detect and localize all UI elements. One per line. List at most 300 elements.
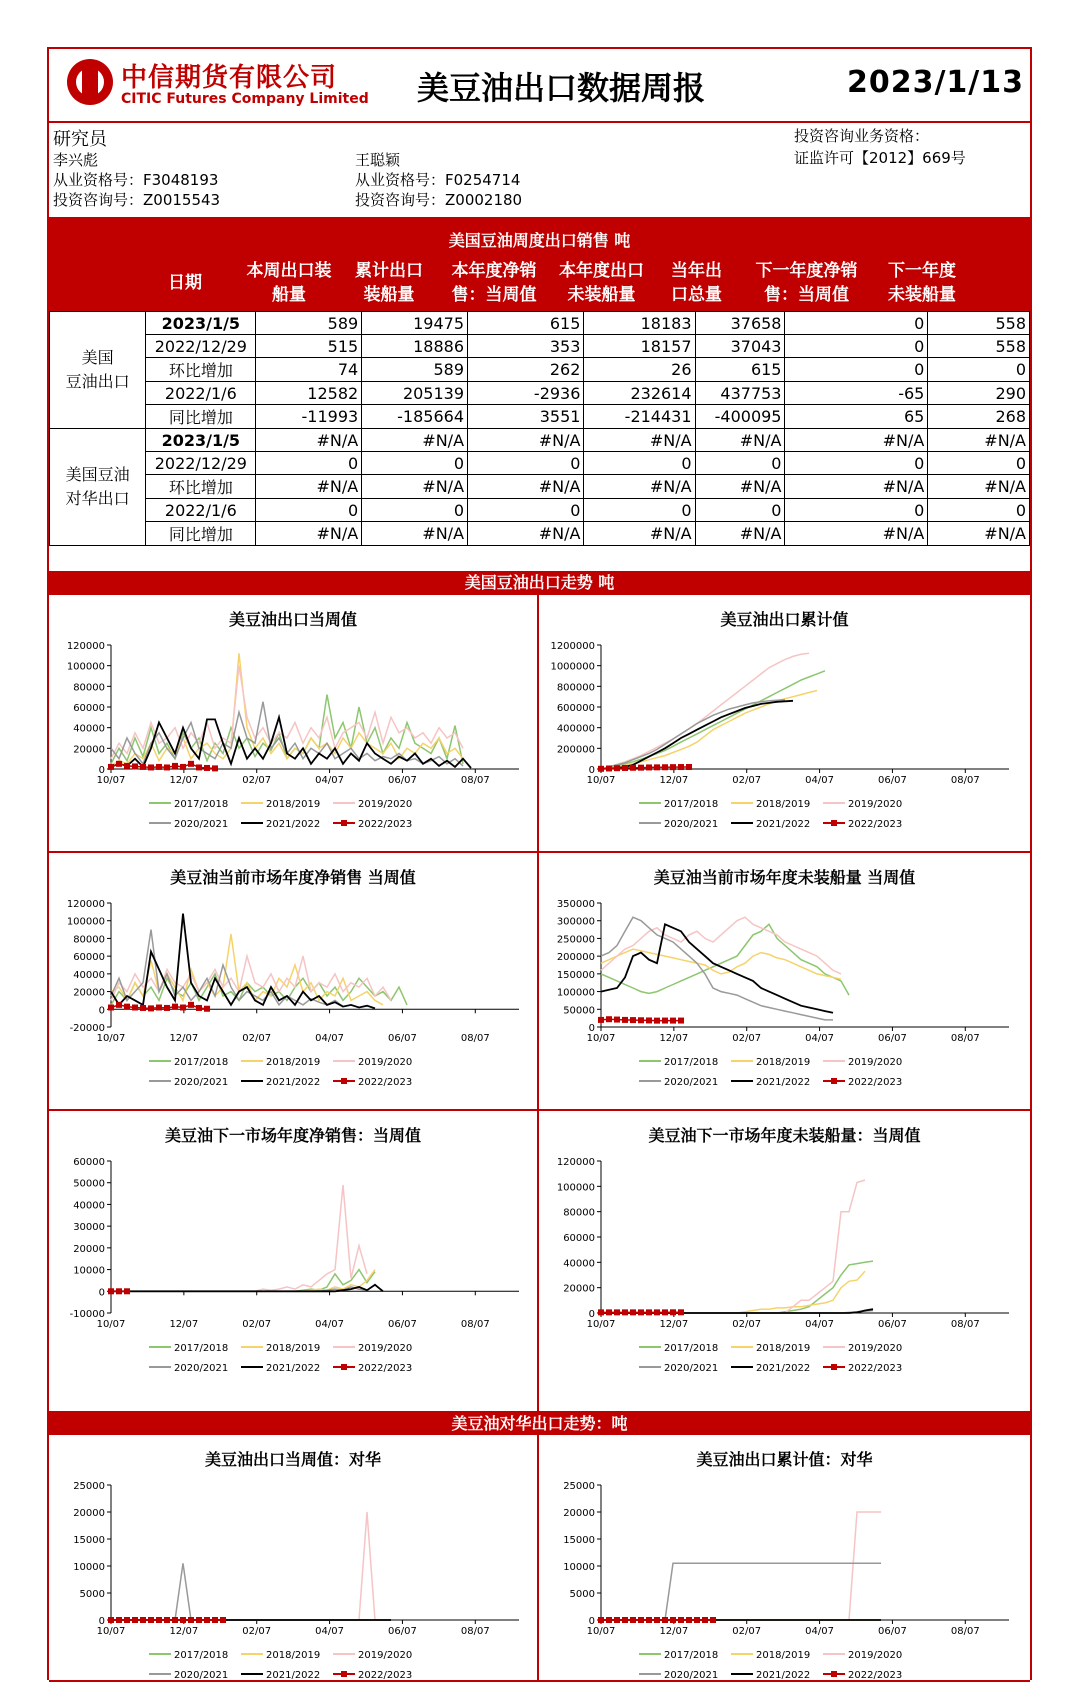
series-point: [670, 1018, 676, 1024]
table-cell: 12582: [256, 382, 362, 405]
series-point: [646, 1017, 652, 1023]
x-tick-label: 08/07: [951, 1319, 980, 1330]
series-point: [140, 1617, 146, 1623]
series-point: [164, 1617, 170, 1623]
series-point: [204, 765, 210, 771]
x-tick-label: 10/07: [97, 775, 126, 786]
table-row: [50, 358, 1030, 382]
table-cell: 353: [468, 335, 584, 358]
x-tick-label: 10/07: [97, 1033, 126, 1044]
table-cell: #N/A: [362, 429, 468, 452]
table-cell: 0: [785, 335, 928, 358]
x-tick-label: 10/07: [587, 1033, 616, 1044]
y-tick-label: 10000: [73, 1562, 105, 1573]
y-tick-label: 150000: [557, 970, 595, 981]
x-tick-label: 12/07: [169, 1626, 198, 1637]
series-point: [662, 1617, 668, 1623]
table-row-label: 2022/12/29: [146, 335, 256, 358]
table-cell: -65: [785, 382, 928, 405]
table-cell: 0: [468, 452, 584, 475]
series-point: [116, 761, 122, 767]
series-point: [678, 764, 684, 770]
legend-label: 2020/2021: [664, 1077, 718, 1088]
legend-label: 2017/2018: [174, 1057, 228, 1068]
legend-label: 2021/2022: [266, 1363, 320, 1374]
legend-label: 2021/2022: [266, 819, 320, 830]
series-point: [638, 1017, 644, 1023]
series-point: [606, 1309, 612, 1315]
table-cell: 0: [256, 499, 362, 522]
chart-title: 美豆油出口当周值：对华: [49, 1447, 537, 1470]
table-cell: 558: [928, 335, 1030, 358]
section2-band: 美豆油对华出口走势：吨: [49, 1413, 1030, 1435]
legend-marker: [831, 1364, 837, 1370]
legend-label: 2018/2019: [266, 1650, 320, 1661]
table-cell: 589: [362, 358, 468, 382]
table-row: [50, 335, 1030, 358]
table-header-3: 本年度净销 售：当周值: [439, 259, 549, 307]
series-point: [606, 1617, 612, 1623]
table-cell: #N/A: [785, 522, 928, 546]
series-line-2017-2018: [111, 1270, 375, 1292]
legend-label: 2020/2021: [664, 819, 718, 830]
series-point: [196, 1617, 202, 1623]
series-point: [108, 1005, 114, 1011]
table-group-label: 美国 豆油出口: [50, 312, 146, 429]
legend-label: 2022/2023: [358, 1363, 412, 1374]
series-point: [686, 764, 692, 770]
x-tick-label: 10/07: [97, 1626, 126, 1637]
table-row-label: 同比增加: [146, 405, 256, 429]
x-tick-label: 12/07: [169, 1033, 198, 1044]
series-line-2021-2022: [601, 701, 793, 769]
chart-panel: [49, 595, 539, 853]
y-tick-label: 100000: [557, 1182, 595, 1193]
chart-title: 美豆油下一市场年度净销售：当周值: [49, 1123, 537, 1146]
legend-marker: [831, 820, 837, 826]
series-point: [108, 1617, 114, 1623]
y-tick-label: 600000: [557, 703, 595, 714]
x-tick-label: 12/07: [169, 775, 198, 786]
y-tick-label: 120000: [67, 899, 105, 910]
table-row: [50, 522, 1030, 546]
y-tick-label: 50000: [563, 1005, 595, 1016]
series-point: [702, 1617, 708, 1623]
analyst2-name: 王聪颖: [355, 149, 400, 170]
legend-label: 2017/2018: [174, 1650, 228, 1661]
table-cell: -400095: [695, 405, 785, 429]
series-point: [638, 765, 644, 771]
y-tick-label: 200000: [557, 952, 595, 963]
section1-band: 美国豆油出口走势 吨: [49, 571, 1030, 595]
series-point: [614, 1017, 620, 1023]
table-cell: #N/A: [256, 522, 362, 546]
series-point: [156, 1005, 162, 1011]
y-tick-label: 20000: [73, 988, 105, 999]
y-tick-label: 0: [99, 1005, 105, 1016]
series-line-2020-2021: [601, 1563, 881, 1620]
table-cell: 0: [928, 358, 1030, 382]
series-point: [116, 1617, 122, 1623]
legend-label: 2019/2020: [358, 1650, 412, 1661]
series-line-2018-2019: [111, 653, 463, 766]
x-tick-label: 10/07: [587, 1626, 616, 1637]
y-tick-label: 20000: [73, 1244, 105, 1255]
series-point: [196, 1005, 202, 1011]
table-cell: 0: [362, 452, 468, 475]
line-chart: [539, 853, 1029, 1111]
table-row-label: 同比增加: [146, 522, 256, 546]
x-tick-label: 04/07: [805, 1033, 834, 1044]
table-cell: 615: [695, 358, 785, 382]
series-point: [614, 765, 620, 771]
y-tick-label: -20000: [70, 1023, 105, 1034]
line-chart: [49, 1435, 539, 1682]
table-band: 美国豆油周度出口销售 吨: [49, 217, 1030, 269]
license-label: 投资咨询业务资格：: [794, 125, 929, 146]
legend-label: 2020/2021: [174, 1670, 228, 1681]
chart-title: 美豆油当前市场年度净销售 当周值: [49, 865, 537, 888]
series-point: [116, 1002, 122, 1008]
table-cell: 37658: [695, 312, 785, 335]
table-cell: 0: [785, 312, 928, 335]
table-row-label: 2022/1/6: [146, 382, 256, 405]
x-tick-label: 06/07: [388, 1033, 417, 1044]
x-tick-label: 02/07: [732, 775, 761, 786]
table-cell: 262: [468, 358, 584, 382]
table-cell: 437753: [695, 382, 785, 405]
x-tick-label: 06/07: [878, 1033, 907, 1044]
y-tick-label: 20000: [563, 1508, 595, 1519]
x-tick-label: 12/07: [659, 1319, 688, 1330]
legend-label: 2020/2021: [174, 1363, 228, 1374]
x-tick-label: 02/07: [242, 1626, 271, 1637]
y-tick-label: 0: [99, 1287, 105, 1298]
series-point: [654, 1309, 660, 1315]
series-point: [164, 764, 170, 770]
legend-label: 2022/2023: [848, 1670, 902, 1681]
x-tick-label: 04/07: [315, 1626, 344, 1637]
table-cell: #N/A: [584, 475, 695, 499]
table-cell: 0: [362, 499, 468, 522]
series-point: [662, 1309, 668, 1315]
x-tick-label: 02/07: [242, 1033, 271, 1044]
table-cell: #N/A: [468, 429, 584, 452]
series-line-2020-2021: [601, 700, 785, 769]
series-line-2018-2019: [111, 934, 383, 1005]
series-point: [188, 1002, 194, 1008]
analyst1-qualification: 从业资格号：F3048193: [53, 169, 218, 190]
series-point: [622, 1617, 628, 1623]
y-tick-label: 0: [99, 765, 105, 776]
legend-label: 2019/2020: [848, 1343, 902, 1354]
table-cell: 515: [256, 335, 362, 358]
legend-label: 2020/2021: [174, 819, 228, 830]
series-point: [622, 765, 628, 771]
legend-label: 2021/2022: [266, 1077, 320, 1088]
legend-label: 2018/2019: [266, 799, 320, 810]
legend-label: 2022/2023: [358, 819, 412, 830]
table-row: [50, 429, 1030, 452]
series-point: [124, 763, 130, 769]
x-tick-label: 02/07: [732, 1319, 761, 1330]
table-row-label: 环比增加: [146, 358, 256, 382]
x-tick-label: 08/07: [461, 775, 490, 786]
series-point: [116, 1288, 122, 1294]
x-tick-label: 12/07: [659, 775, 688, 786]
series-point: [148, 764, 154, 770]
series-line-2020-2021: [111, 1563, 391, 1620]
legend-label: 2018/2019: [756, 799, 810, 810]
y-tick-label: 40000: [73, 724, 105, 735]
chart-panel: [49, 853, 539, 1111]
series-line-2017-2018: [601, 924, 849, 995]
y-tick-label: 40000: [73, 970, 105, 981]
license-number: 证监许可【2012】669号: [794, 147, 966, 168]
series-point: [646, 764, 652, 770]
legend-label: 2022/2023: [848, 819, 902, 830]
series-point: [710, 1617, 716, 1623]
table-row-label: 环比增加: [146, 475, 256, 499]
table-cell: #N/A: [695, 475, 785, 499]
table-cell: #N/A: [468, 522, 584, 546]
series-point: [630, 765, 636, 771]
line-chart: [49, 853, 539, 1111]
legend-marker: [341, 1671, 347, 1677]
series-point: [622, 1309, 628, 1315]
table-cell: #N/A: [362, 475, 468, 499]
citic-logo-core: [82, 67, 98, 97]
series-line-2019-2020: [601, 1512, 881, 1620]
table-cell: #N/A: [695, 429, 785, 452]
y-tick-label: 20000: [563, 1284, 595, 1295]
table-row: [50, 312, 1030, 335]
x-tick-label: 06/07: [388, 775, 417, 786]
series-point: [148, 1617, 154, 1623]
table-cell: 19475: [362, 312, 468, 335]
legend-marker: [341, 1078, 347, 1084]
x-tick-label: 10/07: [97, 1319, 126, 1330]
x-tick-label: 08/07: [951, 775, 980, 786]
table-cell: -185664: [362, 405, 468, 429]
series-line-2019-2020: [601, 653, 809, 769]
legend-label: 2017/2018: [664, 1650, 718, 1661]
legend-label: 2019/2020: [848, 1650, 902, 1661]
x-tick-label: 04/07: [805, 1626, 834, 1637]
analyst1-consult: 投资咨询号：Z0015543: [53, 189, 220, 210]
x-tick-label: 06/07: [878, 1626, 907, 1637]
legend-label: 2021/2022: [756, 1670, 810, 1681]
table-cell: #N/A: [928, 429, 1030, 452]
table-row: [50, 499, 1030, 522]
table-cell: 589: [256, 312, 362, 335]
legend-label: 2017/2018: [174, 799, 228, 810]
table-header-5: 当年出 口总量: [654, 259, 739, 307]
legend-label: 2018/2019: [756, 1650, 810, 1661]
series-point: [196, 764, 202, 770]
table-cell: #N/A: [584, 429, 695, 452]
table-cell: 3551: [468, 405, 584, 429]
series-point: [204, 1617, 210, 1623]
x-tick-label: 08/07: [951, 1033, 980, 1044]
table-row: [50, 405, 1030, 429]
table-cell: #N/A: [928, 522, 1030, 546]
series-line-2018-2019: [111, 1270, 375, 1292]
table-row: [50, 452, 1030, 475]
legend-label: 2018/2019: [266, 1343, 320, 1354]
y-tick-label: 0: [589, 765, 595, 776]
table-header-1: 本周出口装 船量: [239, 259, 339, 307]
series-point: [694, 1617, 700, 1623]
table-row: [50, 382, 1030, 405]
legend-label: 2020/2021: [174, 1077, 228, 1088]
table-cell: 0: [928, 499, 1030, 522]
line-chart: [539, 1111, 1029, 1413]
series-point: [638, 1309, 644, 1315]
series-point: [598, 1309, 604, 1315]
series-point: [156, 1617, 162, 1623]
series-point: [614, 1309, 620, 1315]
series-line-2018-2019: [601, 1271, 865, 1313]
report-date: 2023/1/13: [847, 65, 1024, 100]
y-tick-label: 400000: [557, 724, 595, 735]
table-cell: 0: [785, 452, 928, 475]
x-tick-label: 08/07: [461, 1033, 490, 1044]
legend-label: 2017/2018: [174, 1343, 228, 1354]
series-point: [654, 1018, 660, 1024]
y-tick-label: 20000: [73, 744, 105, 755]
table-header-0: 日期: [133, 271, 237, 295]
x-tick-label: 02/07: [242, 1319, 271, 1330]
chart-title: 美豆油出口累计值: [539, 607, 1030, 630]
series-point: [598, 1617, 604, 1623]
chart-panel: [539, 595, 1030, 853]
y-tick-label: 120000: [67, 641, 105, 652]
series-line-2017-2018: [601, 671, 825, 769]
table-row: [50, 475, 1030, 499]
x-tick-label: 10/07: [587, 775, 616, 786]
legend-label: 2022/2023: [848, 1363, 902, 1374]
table-cell: 0: [584, 452, 695, 475]
chart-title: 美豆油下一市场年度未装船量：当周值: [539, 1123, 1030, 1146]
series-point: [678, 1617, 684, 1623]
y-tick-label: 25000: [73, 1481, 105, 1492]
y-tick-label: -10000: [70, 1309, 105, 1320]
series-point: [156, 764, 162, 770]
line-chart: [49, 1111, 539, 1413]
x-tick-label: 12/07: [659, 1033, 688, 1044]
table-cell: -214431: [584, 405, 695, 429]
x-tick-label: 06/07: [878, 775, 907, 786]
analyst1-name: 李兴彪: [53, 149, 98, 170]
series-point: [148, 1005, 154, 1011]
series-point: [172, 1004, 178, 1010]
x-tick-label: 04/07: [805, 1319, 834, 1330]
analyst2-qualification: 从业资格号：F0254714: [355, 169, 520, 190]
series-point: [598, 766, 604, 772]
y-tick-label: 15000: [563, 1535, 595, 1546]
table-header-7: 下一年度 未装船量: [874, 259, 970, 307]
legend-label: 2017/2018: [664, 1343, 718, 1354]
x-tick-label: 04/07: [315, 1319, 344, 1330]
table-cell: 0: [584, 499, 695, 522]
legend-label: 2019/2020: [848, 799, 902, 810]
x-tick-label: 10/07: [587, 1319, 616, 1330]
legend-label: 2017/2018: [664, 799, 718, 810]
series-point: [108, 1288, 114, 1294]
table-cell: 0: [695, 499, 785, 522]
y-tick-label: 10000: [73, 1266, 105, 1277]
table-cell: #N/A: [256, 475, 362, 499]
series-line-2019-2020: [111, 1185, 367, 1291]
table-header-2: 累计出口 装船量: [339, 259, 439, 307]
table-row-label: 2023/1/5: [146, 429, 256, 452]
series-point: [606, 1016, 612, 1022]
x-tick-label: 02/07: [732, 1033, 761, 1044]
series-point: [132, 1617, 138, 1623]
chart-panel: [539, 853, 1030, 1111]
y-tick-label: 40000: [73, 1200, 105, 1211]
series-point: [132, 763, 138, 769]
legend-label: 2020/2021: [664, 1670, 718, 1681]
x-tick-label: 12/07: [169, 1319, 198, 1330]
table-cell: 205139: [362, 382, 468, 405]
legend-marker: [341, 820, 347, 826]
legend-marker: [341, 1364, 347, 1370]
report-frame: [47, 47, 1032, 1680]
series-point: [686, 1617, 692, 1623]
chart-panel: [49, 1111, 539, 1413]
company-name-cn: 中信期货有限公司: [121, 57, 337, 94]
series-point: [678, 1018, 684, 1024]
table-cell: 18157: [584, 335, 695, 358]
y-tick-label: 80000: [73, 934, 105, 945]
series-point: [606, 765, 612, 771]
y-tick-label: 10000: [563, 1562, 595, 1573]
y-tick-label: 350000: [557, 899, 595, 910]
table-cell: #N/A: [785, 429, 928, 452]
line-chart: [539, 1435, 1029, 1682]
table-cell: #N/A: [256, 429, 362, 452]
series-point: [140, 1005, 146, 1011]
series-point: [646, 1617, 652, 1623]
x-tick-label: 08/07: [951, 1626, 980, 1637]
series-point: [678, 1309, 684, 1315]
chart-panel: [49, 1435, 539, 1682]
table-cell: 0: [785, 358, 928, 382]
series-point: [662, 764, 668, 770]
y-tick-label: 50000: [73, 1179, 105, 1190]
series-line-2021-2022: [111, 1285, 383, 1292]
series-point: [164, 1005, 170, 1011]
x-tick-label: 02/07: [242, 775, 271, 786]
table-cell: 26: [584, 358, 695, 382]
y-tick-label: 1000000: [550, 662, 595, 673]
legend-label: 2022/2023: [358, 1077, 412, 1088]
series-point: [180, 1005, 186, 1011]
line-chart: [539, 595, 1029, 853]
series-point: [108, 764, 114, 770]
table-cell: -2936: [468, 382, 584, 405]
y-tick-label: 15000: [73, 1535, 105, 1546]
series-point: [124, 1004, 130, 1010]
table-cell: 0: [928, 452, 1030, 475]
legend-label: 2022/2023: [358, 1670, 412, 1681]
series-point: [654, 764, 660, 770]
series-point: [630, 1017, 636, 1023]
series-line-2019-2020: [111, 1512, 391, 1620]
y-tick-label: 60000: [563, 1233, 595, 1244]
